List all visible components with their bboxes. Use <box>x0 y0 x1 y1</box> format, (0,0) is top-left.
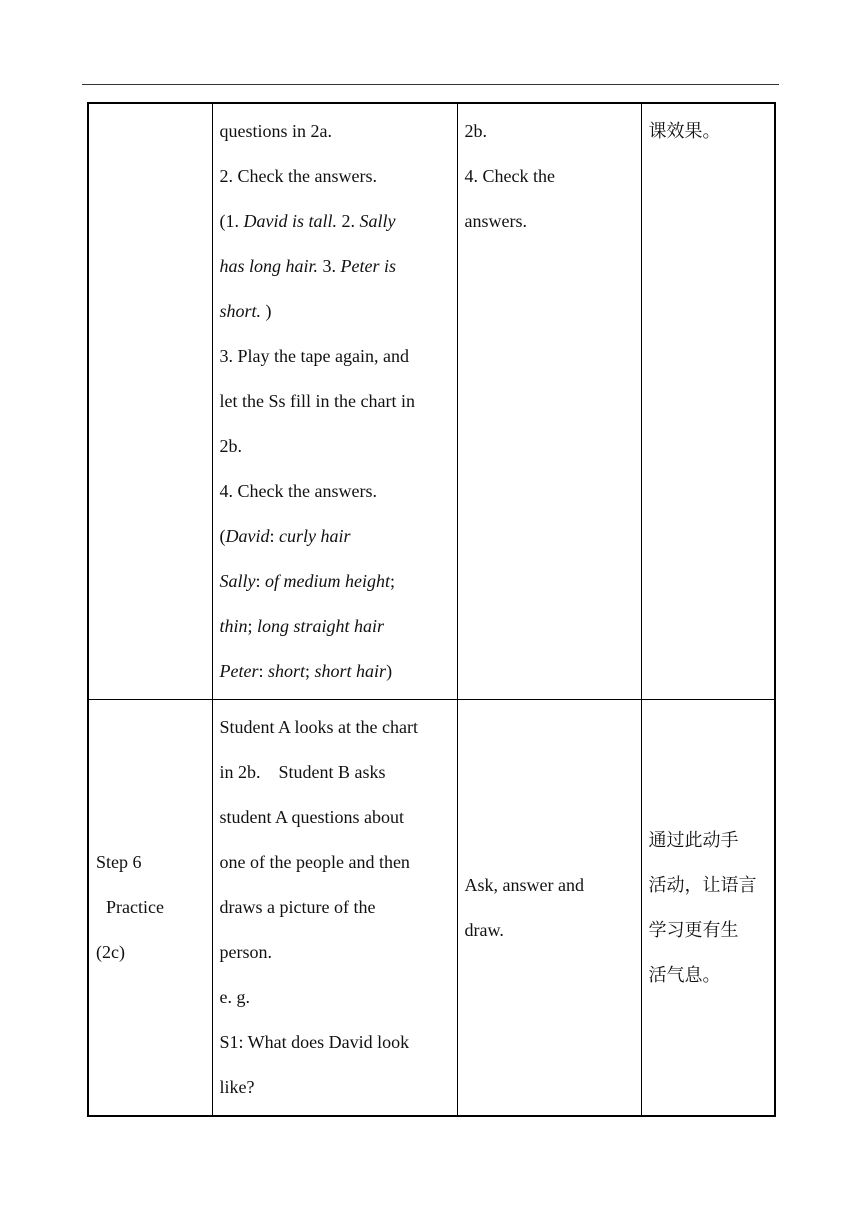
step-ref: (2c) <box>96 942 125 962</box>
purpose-line: 学习更有生 <box>648 919 739 941</box>
table-row <box>88 700 775 1117</box>
activity-line: 3. Play the tape again, and <box>219 346 409 366</box>
answer-line: has long hair. 3. Peter is <box>219 256 397 276</box>
activity-line: 4. Check the answers. <box>219 481 377 501</box>
student-line: draw. <box>464 919 504 940</box>
header-rule <box>82 84 779 85</box>
student-activity-cell <box>457 700 641 1117</box>
purpose-line: 课效果。 <box>648 121 721 142</box>
answer-line: thin; long straight hair <box>219 616 385 636</box>
activity-line: 2. Check the answers. <box>219 166 377 186</box>
answer-line: Sally: of medium height; <box>219 571 396 591</box>
activity-line: Student A looks at the chart <box>219 717 418 737</box>
answer-line: short. ) <box>219 301 272 321</box>
step-name: Practice <box>106 897 164 917</box>
purpose-cell <box>641 103 775 700</box>
table-row <box>88 103 775 700</box>
activity-line: S1: What does David look <box>219 1032 410 1052</box>
purpose-line: 活动，让语言 <box>648 874 757 896</box>
activity-line: e. g. <box>219 987 250 1007</box>
step-cell <box>88 103 212 700</box>
activity-line: student A questions about <box>219 807 404 827</box>
activity-line: one of the people and then <box>219 852 410 872</box>
activity-line: like? <box>219 1077 255 1097</box>
teacher-activity-cell <box>212 700 457 1117</box>
student-line: answers. <box>464 211 527 231</box>
activity-line: let the Ss fill in the chart in <box>219 391 415 411</box>
step-label: Step 6 <box>96 852 142 872</box>
student-line: 2b. <box>464 121 487 141</box>
answer-line: (David: curly hair <box>219 526 351 546</box>
activity-line: in 2b. Student B asks <box>219 762 386 782</box>
answer-line: Peter: short; short hair) <box>219 661 393 681</box>
teacher-activity-cell <box>212 103 457 700</box>
purpose-line: 通过此动手 <box>648 829 739 851</box>
student-line: Ask, answer and <box>464 874 584 895</box>
activity-line: person. <box>219 942 272 962</box>
lesson-plan-table <box>87 102 776 1117</box>
student-activity-cell <box>457 103 641 700</box>
activity-line: questions in 2a. <box>219 121 332 141</box>
purpose-cell <box>641 700 775 1117</box>
activity-line: 2b. <box>219 436 242 456</box>
step-cell <box>88 700 212 1117</box>
purpose-line: 活气息。 <box>648 964 721 986</box>
student-line: 4. Check the <box>464 166 555 186</box>
activity-line: draws a picture of the <box>219 897 376 917</box>
answer-line: (1. David is tall. 2. Sally <box>219 211 396 231</box>
